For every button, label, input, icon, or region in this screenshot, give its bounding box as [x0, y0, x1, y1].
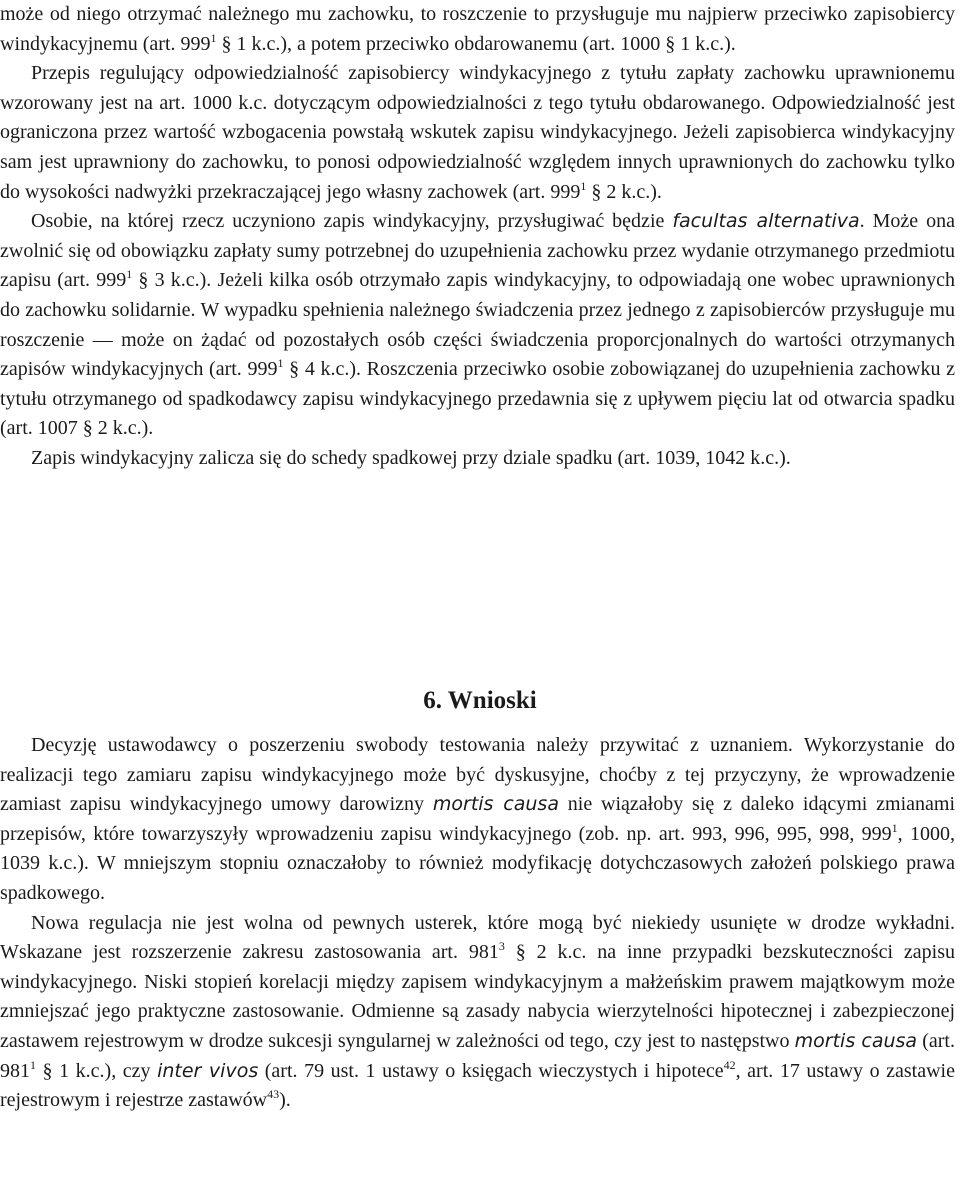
text-run: § 2 k.c.).: [586, 180, 662, 203]
superscript: 1: [126, 267, 133, 282]
paragraph-p6: [0, 909, 955, 1116]
text-run: (art. 79 ust. 1 ustawy o księgach wieczystych i hipotece: [258, 1059, 724, 1082]
latin-term: inter vivos: [157, 1059, 259, 1082]
body-text-before-heading: [0, 0, 955, 474]
paragraph-p5: [0, 731, 955, 909]
text-run: Osobie, na której rzecz uczyniono zapis windykacyjny, przysługiwać będzie: [31, 210, 673, 233]
text-run: Przepis regulujący odpowiedzialność zapisobiercy windykacyjnego z tytułu zapłaty zachowku uprawnionemu wzorowany jest na art. 1000 k.c. dotyczącym odpowiedzialności z tego tytułu obdarowanego. Odpowiedzialność jest ograniczona przez wartość wzbogacenia powstałą wskutek zapisu windykacyjnego. Jeżeli zapisobierca windykacyjny sam jest uprawniony do zachowku, to ponosi odpowiedzialność względem innych uprawnionych do zachowku tylko do wysokości nadwyżki przekraczającej jego własny zachowek (art. 999: [0, 62, 955, 203]
superscript: 3: [498, 939, 505, 954]
superscript: 43: [267, 1087, 280, 1102]
superscript: 1: [30, 1057, 36, 1072]
paragraph-p1: [0, 0, 955, 59]
paragraph-p3: [0, 207, 955, 444]
superscript: 1: [580, 178, 587, 193]
text-run: Nowa regulacja nie jest wolna od pewnych usterek, które mogą być niekiedy usunięte w drodze wykładni. Wskazane jest rozszerzenie zakresu zastosowania art. 981: [0, 911, 955, 964]
latin-term: mortis causa: [432, 793, 559, 816]
body-text-after-heading: [0, 731, 955, 1116]
text-run: § 3 k.c.). Jeżeli kilka osób otrzymało zapis windykacyjny, to odpowiadają one wobec uprawnionych do zachowku solidarnie. W wypadku spełnienia należnego świadczenia przez jednego z zapisobierców przysługuje mu roszczenie — może on żądać od pozostałych osób części świadczenia proporcjonalnych do wartości otrzymanych zapisów windykacyjnych (art. 999: [0, 269, 955, 381]
text-run: § 4 k.c.). Roszczenia przeciwko osobie zobowiązanej do uzupełnienia zachowku z tytułu otrzymanego od spadkodawcy zapisu windykacyjnego przedawnia się z upływem pięciu lat od otwarcia spadku (art. 1007 § 2 k.c.).: [0, 358, 955, 440]
text-run: . Może ona zwolnić się od obowiązku zapłaty sumy potrzebnej do uzupełnienia zachowku przez wydanie otrzymanego przedmiotu zapisu (art. 999: [0, 210, 955, 292]
paragraph-p2: [0, 59, 955, 207]
paragraph-p4: [0, 444, 955, 474]
text-run: , 1000, 1039 k.c.). W mniejszym stopniu oznaczałoby to również modyfikację dotychczasowych założeń polskiego prawa spadkowego.: [0, 822, 955, 904]
text-run: Decyzję ustawodawcy o poszerzeniu swobody testowania należy przywitać z uznaniem. Wykorzystanie do realizacji tego zamiaru zapisu windykacyjnego może być dyskusyjne, choćby z tej przyczyny, że wprowadzenie zamiast zapisu windykacyjnego umowy darowizny: [0, 734, 955, 816]
text-run: nie wiązałoby się z daleko idącymi zmianami przepisów, które towarzyszyły wprowadzeniu zapisu windykacyjnego (zob. np. art. 993, 996, 995, 998, 999: [0, 793, 956, 845]
text-run: Zapis windykacyjny zalicza się do schedy spadkowej przy dziale spadku (art. 1039, 1042 k.c.).: [31, 446, 791, 469]
text-run: , art. 17 ustawy o zastawie rejestrowym i rejestrze zastawów: [0, 1059, 955, 1112]
superscript: 1: [277, 356, 284, 371]
text-run: (art. 981: [0, 1029, 955, 1082]
text-run: ).: [279, 1089, 291, 1112]
text-run: może od niego otrzymać należnego mu zachowku, to roszczenie to przysługuje mu najpierw przeciwko zapisobiercy windykacyjnemu (art. 999: [0, 3, 955, 55]
section-heading: 6. Wnioski: [423, 687, 537, 714]
text-run: § 1 k.c.), czy: [36, 1059, 158, 1082]
text-run: § 1 k.c.), a potem przeciwko obdarowanemu (art. 1000 § 1 k.c.).: [216, 32, 736, 55]
superscript: 42: [723, 1057, 736, 1072]
superscript: 1: [210, 30, 217, 45]
latin-term: facultas alternativa: [672, 210, 860, 233]
text-run: § 2 k.c. na inne przypadki bezskuteczności zapisu windykacyjnego. Niski stopień korelacji między zapisem windykacyjnym a małżeńskim prawem majątkowym może zmniejszać jego praktyczne zastosowanie. Odmienne są zasady nabycia wierzytelności hipotecznej i zabezpieczonej zastawem rejestrowym w drodze sukcesji syngularnej w zależności od tego, czy jest to następstwo: [0, 941, 955, 1052]
latin-term: mortis causa: [794, 1029, 918, 1052]
superscript: 1: [891, 820, 898, 835]
